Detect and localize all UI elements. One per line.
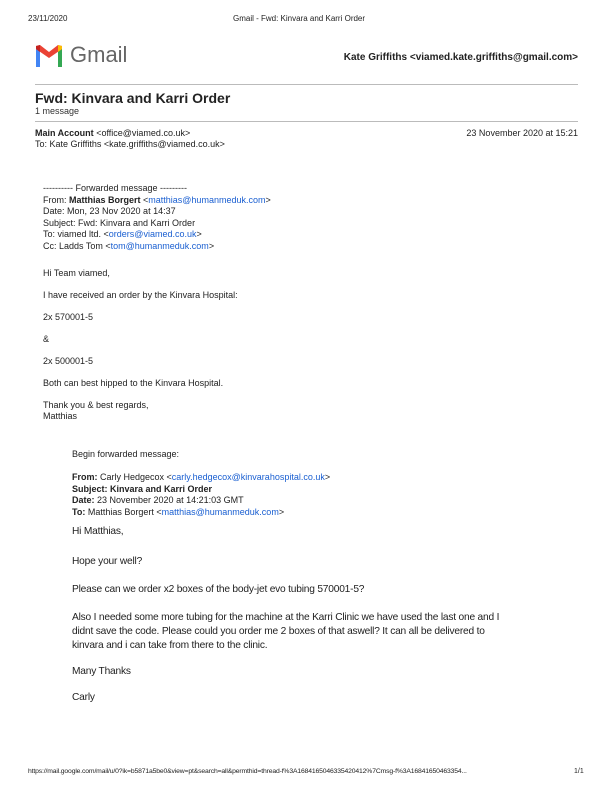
message-sender (35, 128, 190, 140)
from-name: Carly Hedgecox < (97, 472, 172, 482)
body-line: Hi Team viamed, (43, 268, 110, 278)
body-line: Carly (72, 692, 95, 703)
date-label: Date: (72, 495, 95, 505)
body-line: Hi Matthias, (72, 526, 124, 537)
to-email-link[interactable]: orders@viamed.co.uk (108, 229, 197, 239)
forwarded-header (43, 183, 271, 252)
page-number: 1/1 (574, 768, 584, 775)
body-line: & (43, 334, 50, 344)
body-line: 2x 500001-5 (43, 356, 94, 366)
inner-to-email-link[interactable]: matthias@humanmeduk.com (161, 506, 279, 517)
cc-label: Cc: Ladds Tom < (43, 240, 111, 251)
body-line: Also I needed some more tubing for the machine at the Karri Clinic we have used the last one and I (72, 612, 500, 623)
gmail-logo-text: Gmail (70, 42, 128, 67)
forwarded-divider: ---------- Forwarded message --------- (43, 183, 187, 193)
body-line: Both can best hipped to the Kinvara Hospital. (43, 378, 224, 388)
footer-url: https://mail.google.com/mail/u/0?ik=b5871a5be0&view=pt&search=all&permthid=thread-f%3A1684165046335420412%7Cmsg-f%3A16841650463354... (28, 768, 467, 775)
divider (35, 121, 578, 122)
subject-label: Subject: (72, 483, 108, 494)
print-title: Gmail - Fwd: Kinvara and Karri Order (233, 14, 366, 23)
from-name: Matthias Borgert (69, 194, 141, 205)
to-label: To: viamed ltd. < (43, 229, 109, 239)
gmail-logo-icon (34, 44, 64, 67)
to-name: Matthias Borgert < (85, 506, 162, 517)
print-date: 23/11/2020 (28, 14, 68, 23)
from-label: From: (72, 472, 98, 482)
inner-header (72, 472, 330, 518)
subject-value: Kinvara and Karri Order (107, 483, 213, 494)
forwarded-from: From: Matthias Borgert <matthias@humanmeduk.com> (43, 194, 271, 205)
message-count: 1 message (35, 106, 80, 116)
thread-subject: Fwd: Kinvara and Karri Order (35, 90, 231, 106)
inner-date (72, 495, 330, 507)
to-label: To: (72, 506, 86, 517)
message-recipient: To: Kate Griffiths <kate.griffiths@viamed.co.uk> (35, 139, 225, 149)
inner-from: From: Carly Hedgecox <carly.hedgecox@kinvarahospital.co.uk> (72, 472, 331, 482)
body-line: 2x 570001-5 (43, 312, 94, 322)
body-line: Matthias (43, 411, 78, 421)
begin-forwarded: Begin forwarded message: (72, 449, 180, 459)
date-value: 23 November 2020 at 14:21:03 GMT (94, 495, 244, 505)
body-line: kinvara and i can take from there to the clinic. (72, 640, 268, 651)
account-label: Kate Griffiths <viamed.kate.griffiths@gmail.com> (343, 52, 578, 63)
forwarded-cc: Cc: Ladds Tom <tom@humanmeduk.com> (43, 240, 215, 251)
sender-email: <office@viamed.co.uk> (96, 128, 191, 138)
body-line: Thank you & best regards, (43, 400, 149, 410)
from-email-link[interactable]: matthias@humanmeduk.com (148, 194, 266, 205)
forwarded-date: Date: Mon, 23 Nov 2020 at 14:37 (43, 206, 176, 216)
body-line: I have received an order by the Kinvara Hospital: (43, 290, 238, 300)
body-line: didnt save the code. Please could you order me 2 boxes of that aswell? It can all be delivered to (72, 626, 485, 637)
body-line: Please can we order x2 boxes of the body-jet evo tubing 570001-5? (72, 584, 365, 595)
divider (35, 84, 578, 85)
forwarded-subject: Subject: Fwd: Kinvara and Karri Order (43, 217, 196, 228)
body-line: Many Thanks (72, 666, 131, 677)
forwarded-to: To: viamed ltd. <orders@viamed.co.uk> (43, 229, 202, 239)
inner-to: To: Matthias Borgert <matthias@humanmeduk.com> (72, 506, 285, 517)
inner-from-email-link[interactable]: carly.hedgecox@kinvarahospital.co.uk (171, 472, 325, 482)
sender-name: Main Account (35, 128, 94, 138)
inner-subject (72, 484, 330, 496)
body-line: Hope your well? (72, 556, 143, 567)
message-date: 23 November 2020 at 15:21 (466, 128, 578, 138)
from-label: From: (43, 194, 69, 205)
cc-email-link[interactable]: tom@humanmeduk.com (110, 240, 209, 251)
